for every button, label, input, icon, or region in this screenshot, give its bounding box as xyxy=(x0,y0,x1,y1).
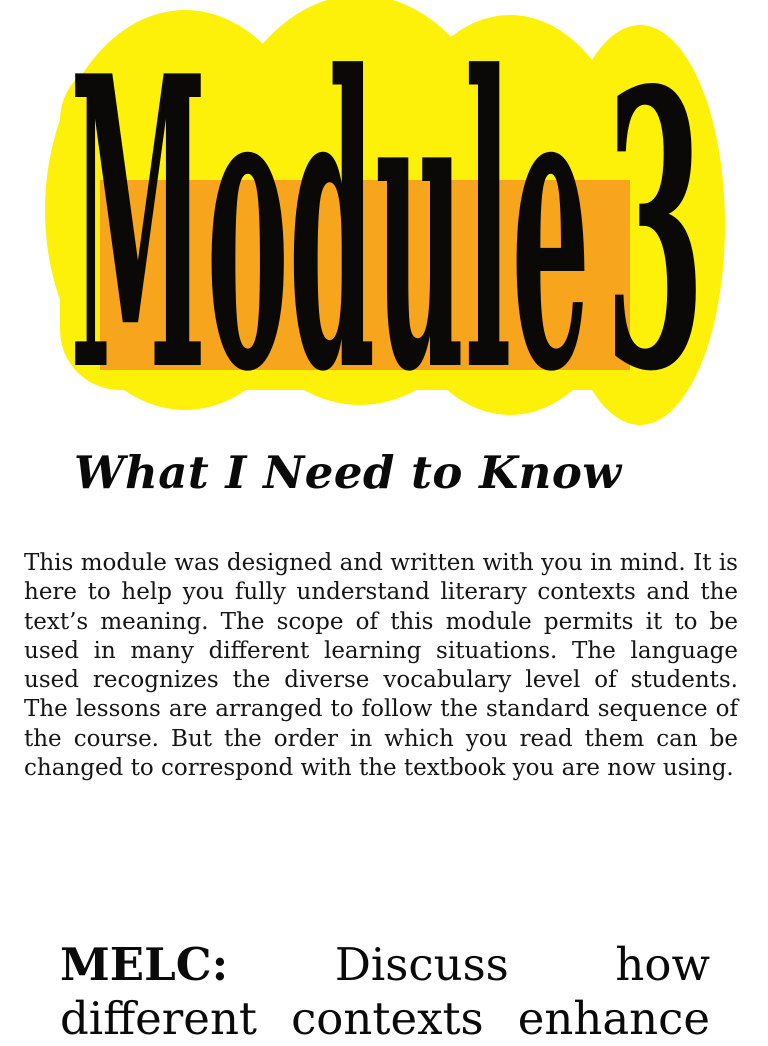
module-description: This module was designed and written with you in mind. It is here to help you fully understand literary contexts and the text’s meaning. The scope of this module permits it to be used in many different learning situations. The language used recognizes the diverse vocabulary level of students. The lessons are arranged to follow the standard sequence of the course. But the order in which you read them can be changed to correspond with the textbook you are now using. xyxy=(24,550,738,782)
module-title-artwork xyxy=(30,0,730,440)
melc-label: MELC: xyxy=(60,938,229,991)
melc-text: Discuss how different contexts enhance xyxy=(60,938,710,1045)
module-number: 3 xyxy=(605,8,705,440)
module-word: Module xyxy=(70,0,590,440)
module-title-banner xyxy=(30,0,730,440)
section-heading: What I Need to Know xyxy=(74,446,622,499)
melc-statement xyxy=(60,938,710,1046)
